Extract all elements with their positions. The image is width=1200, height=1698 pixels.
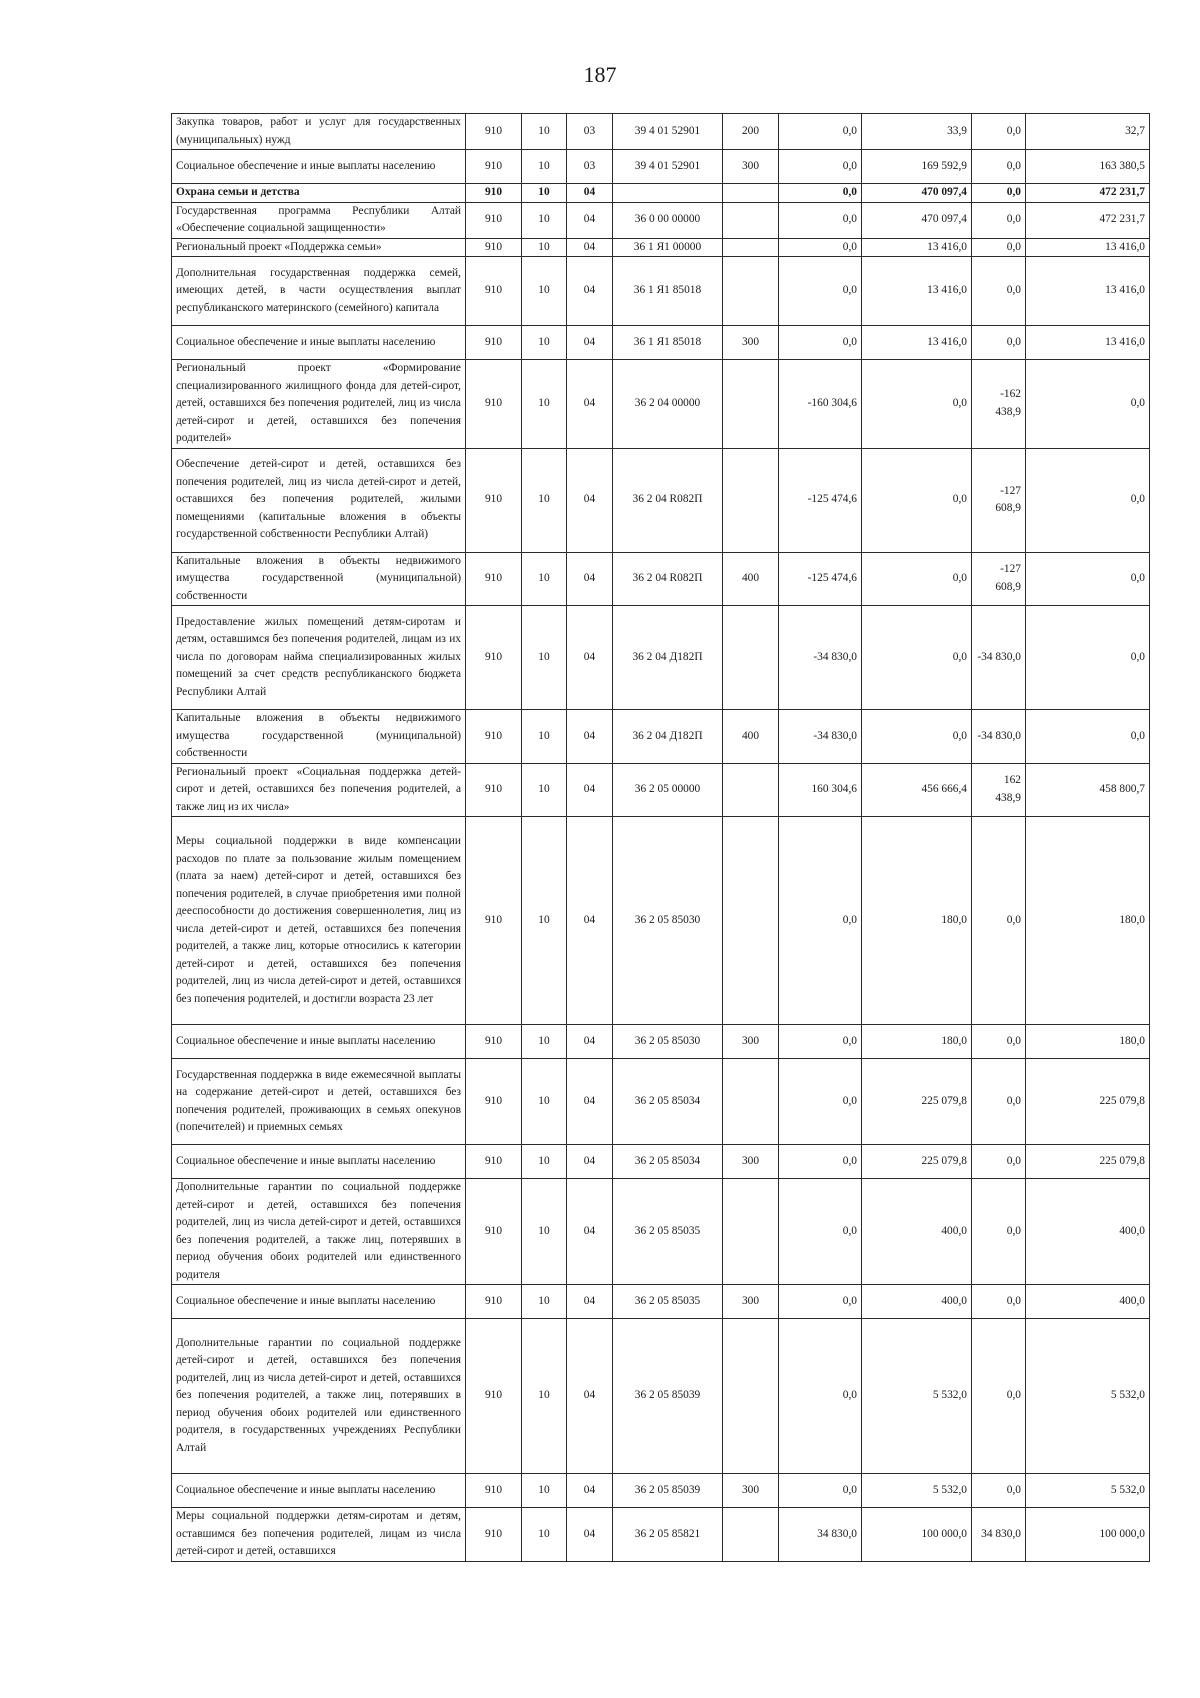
- cell-value-1: 0,0: [779, 1059, 862, 1145]
- cell-value-2: 456 666,4: [862, 763, 972, 817]
- cell-ved: 910: [466, 238, 522, 257]
- cell-value-3: 0,0: [972, 1179, 1026, 1285]
- table-row: [172, 184, 1150, 203]
- cell-value-1: 0,0: [779, 1179, 862, 1285]
- cell-vr: 300: [723, 1145, 779, 1179]
- cell-value-2: 5 532,0: [862, 1474, 972, 1508]
- cell-value-2: 470 097,4: [862, 202, 972, 238]
- cell-value-4: 0,0: [1026, 360, 1150, 449]
- cell-csr: 36 2 05 85821: [613, 1508, 723, 1562]
- cell-value-2: 400,0: [862, 1285, 972, 1319]
- cell-value-4: 13 416,0: [1026, 238, 1150, 257]
- cell-pr: 04: [567, 1179, 613, 1285]
- cell-vr: 300: [723, 1025, 779, 1059]
- cell-csr: 36 2 04 Д182П: [613, 710, 723, 764]
- cell-value-4: 100 000,0: [1026, 1508, 1150, 1562]
- table-row: [172, 1319, 1150, 1474]
- cell-vr: [723, 202, 779, 238]
- table-row: [172, 606, 1150, 710]
- cell-vr: [723, 1319, 779, 1474]
- row-description: Региональный проект «Формирование специализированного жилищного фонда для детей-сирот, детей, оставшихся без попечения родителей, лиц из числа детей-сирот и детей, оставшихся без попечения родителей»: [172, 360, 466, 449]
- cell-ved: 910: [466, 360, 522, 449]
- table-row: [172, 710, 1150, 764]
- cell-rz: 10: [522, 1179, 567, 1285]
- cell-rz: 10: [522, 1474, 567, 1508]
- cell-value-4: 13 416,0: [1026, 326, 1150, 360]
- cell-value-4: 32,7: [1026, 114, 1150, 150]
- cell-ved: 910: [466, 448, 522, 552]
- cell-csr: 36 2 04 Д182П: [613, 606, 723, 710]
- cell-csr: 36 2 05 85039: [613, 1474, 723, 1508]
- cell-vr: [723, 606, 779, 710]
- cell-value-1: 34 830,0: [779, 1508, 862, 1562]
- cell-value-2: 0,0: [862, 606, 972, 710]
- cell-ved: 910: [466, 1025, 522, 1059]
- cell-value-1: 160 304,6: [779, 763, 862, 817]
- cell-vr: 400: [723, 552, 779, 606]
- cell-pr: 04: [567, 1025, 613, 1059]
- cell-value-3: 0,0: [972, 1285, 1026, 1319]
- row-description: Региональный проект «Социальная поддержка детей-сирот и детей, оставшихся без попечения родителей, а также лиц из их числа»: [172, 763, 466, 817]
- cell-value-3: 34 830,0: [972, 1508, 1026, 1562]
- cell-ved: 910: [466, 326, 522, 360]
- cell-ved: 910: [466, 202, 522, 238]
- cell-value-3: 0,0: [972, 114, 1026, 150]
- cell-csr: 36 2 05 85039: [613, 1319, 723, 1474]
- cell-vr: [723, 238, 779, 257]
- cell-value-2: 470 097,4: [862, 184, 972, 203]
- cell-value-4: 0,0: [1026, 448, 1150, 552]
- cell-value-2: 0,0: [862, 552, 972, 606]
- cell-value-3: 0,0: [972, 257, 1026, 326]
- cell-ved: 910: [466, 1145, 522, 1179]
- cell-value-1: -34 830,0: [779, 710, 862, 764]
- cell-vr: 400: [723, 710, 779, 764]
- table-row: [172, 326, 1150, 360]
- cell-csr: 36 2 04 R082П: [613, 448, 723, 552]
- cell-rz: 10: [522, 184, 567, 203]
- cell-rz: 10: [522, 114, 567, 150]
- table-row: [172, 1059, 1150, 1145]
- cell-value-1: 0,0: [779, 1285, 862, 1319]
- cell-value-3: 0,0: [972, 1319, 1026, 1474]
- cell-vr: [723, 1059, 779, 1145]
- cell-value-3: -34 830,0: [972, 710, 1026, 764]
- cell-value-1: 0,0: [779, 257, 862, 326]
- cell-rz: 10: [522, 710, 567, 764]
- cell-vr: [723, 1508, 779, 1562]
- cell-ved: 910: [466, 1059, 522, 1145]
- row-description: Капитальные вложения в объекты недвижимого имущества государственной (муниципальной) собственности: [172, 552, 466, 606]
- cell-ved: 910: [466, 1179, 522, 1285]
- cell-value-4: 458 800,7: [1026, 763, 1150, 817]
- row-description: Социальное обеспечение и иные выплаты населению: [172, 1145, 466, 1179]
- cell-value-4: 180,0: [1026, 1025, 1150, 1059]
- table-row: [172, 150, 1150, 184]
- cell-pr: 04: [567, 1474, 613, 1508]
- cell-pr: 04: [567, 763, 613, 817]
- cell-rz: 10: [522, 606, 567, 710]
- cell-value-1: 0,0: [779, 326, 862, 360]
- row-description: Дополнительные гарантии по социальной поддержке детей-сирот и детей, оставшихся без попечения родителей, лиц из числа детей-сирот и детей, оставшихся без попечения родителей, а также лиц, потерявших в период обучения обоих родителей или единственного родителя: [172, 1179, 466, 1285]
- cell-pr: 04: [567, 184, 613, 203]
- cell-pr: 04: [567, 552, 613, 606]
- cell-value-3: 0,0: [972, 1145, 1026, 1179]
- cell-vr: 300: [723, 326, 779, 360]
- cell-value-3: 0,0: [972, 817, 1026, 1025]
- cell-value-1: 0,0: [779, 817, 862, 1025]
- cell-vr: [723, 257, 779, 326]
- cell-value-4: 472 231,7: [1026, 202, 1150, 238]
- cell-value-1: 0,0: [779, 238, 862, 257]
- row-description: Социальное обеспечение и иные выплаты населению: [172, 326, 466, 360]
- cell-value-4: 13 416,0: [1026, 257, 1150, 326]
- cell-value-1: 0,0: [779, 202, 862, 238]
- cell-value-3: 162 438,9: [972, 763, 1026, 817]
- cell-csr: 36 2 05 85030: [613, 1025, 723, 1059]
- cell-pr: 04: [567, 710, 613, 764]
- row-description: Дополнительная государственная поддержка семей, имеющих детей, в части осуществления выплат республиканского материнского (семейного) капитала: [172, 257, 466, 326]
- cell-value-2: 13 416,0: [862, 238, 972, 257]
- table-row: [172, 360, 1150, 449]
- row-description: Меры социальной поддержки в виде компенсации расходов по плате за пользование жилым помещением (плата за наем) детей-сирот и детей, оставшихся без попечения родителей, в случае приобретения ими полной дееспособности до достижения совершеннолетия, лиц из числа детей-сирот и детей, оставшихся без попечения родителей, а также лиц, которые относились к категории детей-сирот и детей, оставшихся без попечения родителей, лиц из числа детей-сирот и детей, оставшихся без попечения родителей, и достигли возраста 23 лет: [172, 817, 466, 1025]
- table-row: [172, 1474, 1150, 1508]
- cell-value-2: 13 416,0: [862, 326, 972, 360]
- cell-pr: 04: [567, 238, 613, 257]
- page-number: 187: [583, 62, 617, 87]
- table-row: [172, 257, 1150, 326]
- cell-value-2: 0,0: [862, 360, 972, 449]
- cell-rz: 10: [522, 1145, 567, 1179]
- cell-vr: [723, 360, 779, 449]
- cell-vr: [723, 763, 779, 817]
- table-row: [172, 817, 1150, 1025]
- cell-rz: 10: [522, 1508, 567, 1562]
- row-description: Закупка товаров, работ и услуг для государственных (муниципальных) нужд: [172, 114, 466, 150]
- cell-value-3: 0,0: [972, 1059, 1026, 1145]
- cell-value-4: 225 079,8: [1026, 1145, 1150, 1179]
- cell-value-1: 0,0: [779, 1474, 862, 1508]
- row-description: Социальное обеспечение и иные выплаты населению: [172, 1285, 466, 1319]
- row-description: Предоставление жилых помещений детям-сиротам и детям, оставшимся без попечения родителей, лицам из их числа по договорам найма специализированных жилых помещений за счет средств республиканского бюджета Республики Алтай: [172, 606, 466, 710]
- row-description: Обеспечение детей-сирот и детей, оставшихся без попечения родителей, лиц из числа детей-сирот и детей, оставшихся без попечения родителей, жилыми помещениями (капитальные вложения в объекты государственной собственности Республики Алтай): [172, 448, 466, 552]
- cell-pr: 04: [567, 1145, 613, 1179]
- table-row: [172, 202, 1150, 238]
- row-description: Региональный проект «Поддержка семьи»: [172, 238, 466, 257]
- cell-value-4: 0,0: [1026, 710, 1150, 764]
- cell-value-1: 0,0: [779, 1319, 862, 1474]
- cell-vr: 300: [723, 1474, 779, 1508]
- cell-value-4: 163 380,5: [1026, 150, 1150, 184]
- cell-csr: 36 2 04 00000: [613, 360, 723, 449]
- cell-value-1: -125 474,6: [779, 552, 862, 606]
- cell-value-3: 0,0: [972, 1025, 1026, 1059]
- cell-rz: 10: [522, 360, 567, 449]
- row-description: Капитальные вложения в объекты недвижимого имущества государственной (муниципальной) собственности: [172, 710, 466, 764]
- cell-value-2: 225 079,8: [862, 1145, 972, 1179]
- table-row: [172, 763, 1150, 817]
- table-row: [172, 238, 1150, 257]
- cell-csr: 36 2 05 85035: [613, 1179, 723, 1285]
- cell-ved: 910: [466, 606, 522, 710]
- cell-value-3: -162 438,9: [972, 360, 1026, 449]
- cell-rz: 10: [522, 1285, 567, 1319]
- cell-vr: [723, 817, 779, 1025]
- cell-ved: 910: [466, 763, 522, 817]
- cell-csr: 39 4 01 52901: [613, 114, 723, 150]
- cell-pr: 04: [567, 1319, 613, 1474]
- cell-pr: 03: [567, 150, 613, 184]
- cell-ved: 910: [466, 552, 522, 606]
- cell-vr: 300: [723, 150, 779, 184]
- cell-csr: 36 1 Я1 85018: [613, 326, 723, 360]
- cell-vr: [723, 184, 779, 203]
- cell-rz: 10: [522, 150, 567, 184]
- cell-pr: 04: [567, 360, 613, 449]
- cell-value-2: 0,0: [862, 710, 972, 764]
- cell-csr: 39 4 01 52901: [613, 150, 723, 184]
- table-row: [172, 1508, 1150, 1562]
- cell-ved: 910: [466, 1285, 522, 1319]
- cell-pr: 04: [567, 817, 613, 1025]
- cell-pr: 04: [567, 1285, 613, 1319]
- cell-value-2: 13 416,0: [862, 257, 972, 326]
- table-row: [172, 448, 1150, 552]
- cell-value-1: 0,0: [779, 184, 862, 203]
- cell-value-2: 33,9: [862, 114, 972, 150]
- cell-value-3: -127 608,9: [972, 552, 1026, 606]
- table-row: [172, 1285, 1150, 1319]
- cell-value-2: 100 000,0: [862, 1508, 972, 1562]
- cell-ved: 910: [466, 184, 522, 203]
- cell-ved: 910: [466, 1319, 522, 1474]
- cell-value-3: 0,0: [972, 238, 1026, 257]
- cell-value-3: 0,0: [972, 184, 1026, 203]
- cell-value-4: 225 079,8: [1026, 1059, 1150, 1145]
- table-row: [172, 114, 1150, 150]
- cell-ved: 910: [466, 114, 522, 150]
- budget-table: [171, 113, 1150, 1562]
- table-row: [172, 1025, 1150, 1059]
- cell-value-3: -127 608,9: [972, 448, 1026, 552]
- cell-value-3: 0,0: [972, 150, 1026, 184]
- cell-pr: 04: [567, 202, 613, 238]
- cell-value-1: -34 830,0: [779, 606, 862, 710]
- cell-rz: 10: [522, 763, 567, 817]
- cell-rz: 10: [522, 552, 567, 606]
- cell-value-4: 472 231,7: [1026, 184, 1150, 203]
- cell-csr: 36 2 04 R082П: [613, 552, 723, 606]
- cell-rz: 10: [522, 817, 567, 1025]
- cell-csr: 36 2 05 85034: [613, 1145, 723, 1179]
- cell-value-2: 180,0: [862, 817, 972, 1025]
- cell-csr: [613, 184, 723, 203]
- cell-vr: 200: [723, 114, 779, 150]
- cell-rz: 10: [522, 1025, 567, 1059]
- cell-csr: 36 2 05 85030: [613, 817, 723, 1025]
- cell-pr: 03: [567, 114, 613, 150]
- cell-value-1: 0,0: [779, 150, 862, 184]
- cell-pr: 04: [567, 606, 613, 710]
- cell-rz: 10: [522, 326, 567, 360]
- cell-rz: 10: [522, 238, 567, 257]
- row-description: Социальное обеспечение и иные выплаты населению: [172, 1025, 466, 1059]
- cell-value-3: 0,0: [972, 202, 1026, 238]
- cell-value-1: 0,0: [779, 114, 862, 150]
- table-row: [172, 552, 1150, 606]
- table-row: [172, 1179, 1150, 1285]
- cell-value-2: 5 532,0: [862, 1319, 972, 1474]
- cell-value-4: 5 532,0: [1026, 1474, 1150, 1508]
- row-description: Социальное обеспечение и иные выплаты населению: [172, 150, 466, 184]
- cell-ved: 910: [466, 1474, 522, 1508]
- row-description: Государственная программа Республики Алтай «Обеспечение социальной защищенности»: [172, 202, 466, 238]
- cell-rz: 10: [522, 1319, 567, 1474]
- cell-value-3: 0,0: [972, 1474, 1026, 1508]
- cell-pr: 04: [567, 448, 613, 552]
- cell-value-1: -160 304,6: [779, 360, 862, 449]
- cell-rz: 10: [522, 257, 567, 326]
- cell-ved: 910: [466, 817, 522, 1025]
- cell-value-3: -34 830,0: [972, 606, 1026, 710]
- cell-csr: 36 1 Я1 85018: [613, 257, 723, 326]
- row-description: Государственная поддержка в виде ежемесячной выплаты на содержание детей-сирот и детей, оставшихся без попечения родителей, проживающих в семьях опекунов (попечителей) и приемных семьях: [172, 1059, 466, 1145]
- cell-vr: [723, 448, 779, 552]
- cell-ved: 910: [466, 710, 522, 764]
- row-description: Дополнительные гарантии по социальной поддержке детей-сирот и детей, оставшихся без попечения родителей, лиц из числа детей-сирот и детей, оставшихся без попечения родителей, а также лиц, потерявших в период обучения обоих родителей или единственного родителя, в государственных учреждениях Республики Алтай: [172, 1319, 466, 1474]
- row-description: Меры социальной поддержки детям-сиротам и детям, оставшимся без попечения родителей, лицам из числа детей-сирот и детей, оставшихся: [172, 1508, 466, 1562]
- cell-value-4: 5 532,0: [1026, 1319, 1150, 1474]
- cell-pr: 04: [567, 1059, 613, 1145]
- cell-value-1: 0,0: [779, 1145, 862, 1179]
- cell-value-4: 400,0: [1026, 1179, 1150, 1285]
- table-row: [172, 1145, 1150, 1179]
- cell-csr: 36 2 05 85035: [613, 1285, 723, 1319]
- cell-ved: 910: [466, 1508, 522, 1562]
- cell-value-1: 0,0: [779, 1025, 862, 1059]
- cell-value-1: -125 474,6: [779, 448, 862, 552]
- cell-ved: 910: [466, 257, 522, 326]
- cell-pr: 04: [567, 326, 613, 360]
- cell-csr: 36 2 05 00000: [613, 763, 723, 817]
- row-description: Социальное обеспечение и иные выплаты населению: [172, 1474, 466, 1508]
- cell-csr: 36 1 Я1 00000: [613, 238, 723, 257]
- cell-rz: 10: [522, 1059, 567, 1145]
- cell-value-2: 225 079,8: [862, 1059, 972, 1145]
- cell-value-4: 400,0: [1026, 1285, 1150, 1319]
- cell-value-4: 0,0: [1026, 552, 1150, 606]
- cell-rz: 10: [522, 202, 567, 238]
- cell-pr: 04: [567, 257, 613, 326]
- cell-ved: 910: [466, 150, 522, 184]
- cell-vr: [723, 1179, 779, 1285]
- cell-csr: 36 2 05 85034: [613, 1059, 723, 1145]
- cell-value-4: 0,0: [1026, 606, 1150, 710]
- cell-value-3: 0,0: [972, 326, 1026, 360]
- cell-pr: 04: [567, 1508, 613, 1562]
- cell-vr: 300: [723, 1285, 779, 1319]
- cell-value-2: 400,0: [862, 1179, 972, 1285]
- cell-csr: 36 0 00 00000: [613, 202, 723, 238]
- row-description: Охрана семьи и детства: [172, 184, 466, 203]
- cell-value-2: 180,0: [862, 1025, 972, 1059]
- cell-value-2: 0,0: [862, 448, 972, 552]
- cell-value-2: 169 592,9: [862, 150, 972, 184]
- cell-value-4: 180,0: [1026, 817, 1150, 1025]
- cell-rz: 10: [522, 448, 567, 552]
